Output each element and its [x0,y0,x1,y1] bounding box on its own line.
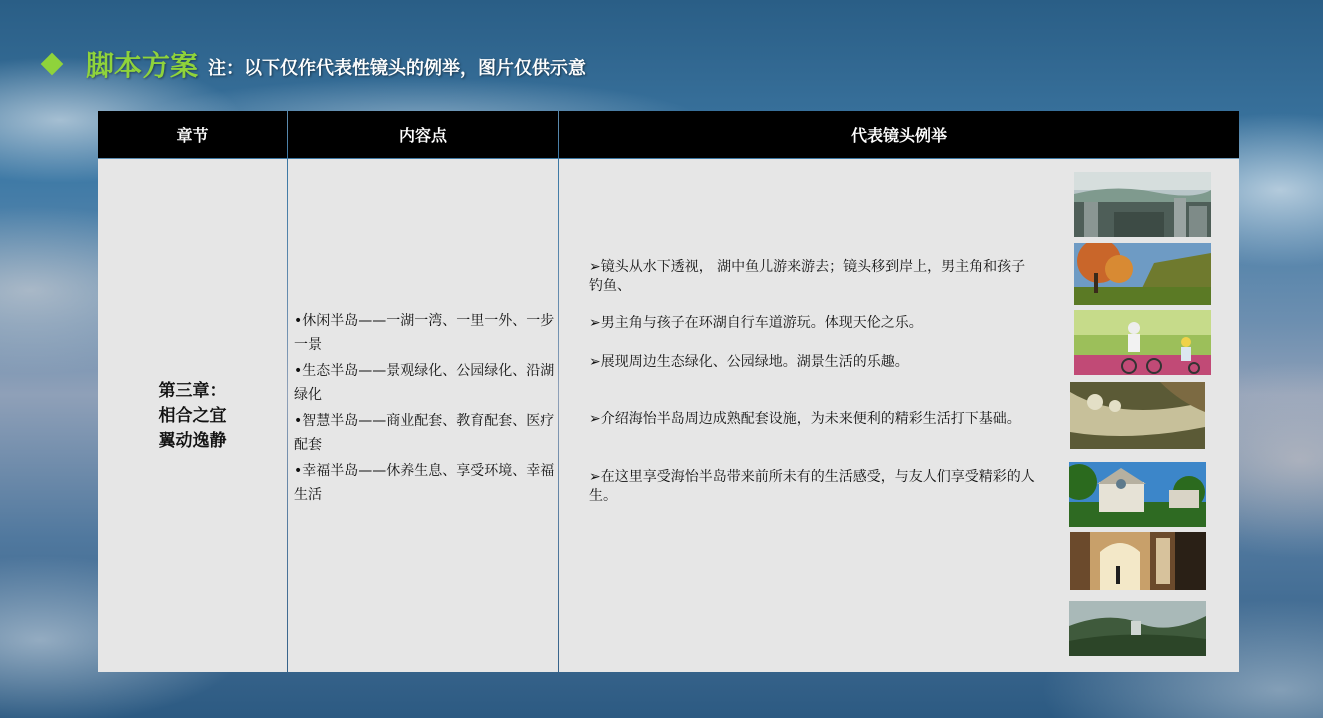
column-header-shots: 代表镜头例举 [559,111,1239,158]
clubhouse-building-photo [1069,462,1206,527]
content-point: •休闲半岛——一湖一湾、一里一外、一步一景 [294,313,555,353]
script-table [98,111,1239,672]
column-header-chapter: 章节 [98,111,287,158]
content-point: •智慧半岛——商业配套、教育配套、医疗配套 [294,413,555,453]
content-point: •生态半岛——景观绿化、公园绿化、沿湖绿化 [294,363,555,403]
shot-item: ➢展现周边生态绿化、公园绿地。湖景生活的乐趣。 [589,354,909,370]
shot-item: ➢男主角与孩子在环湖自行车道游玩。体现天伦之乐。 [589,315,923,331]
hillside-valley-photo [1069,601,1206,656]
garden-aerial-photo [1070,382,1205,449]
family-cycling-photo [1074,310,1211,375]
content-points-list [294,309,556,509]
slide-note: 注：以下仅作代表性镜头的例举，图片仅供示意 [208,58,587,79]
chapter-line: 相合之宜 [158,406,227,426]
chapter-label [98,379,287,454]
shot-item: ➢镜头从水下透视， 湖中鱼儿游来游去；镜头移到岸上，男主角和孩子钓鱼、 [589,259,1026,294]
diamond-bullet-icon [41,53,64,76]
shots-cell [559,159,1239,672]
shot-item: ➢在这里享受海怡半岛带来前所未有的生活感受，与友人们享受精彩的人生。 [589,469,1035,504]
column-header-content: 内容点 [288,111,558,158]
content-point: •幸福半岛——休养生息、享受环境、幸福生活 [294,463,555,503]
slide-title: 脚本方案 [86,49,199,82]
content-points-cell [288,159,558,672]
slide-title-row [40,40,586,84]
chapter-line: 第三章： [158,381,227,401]
chapter-line: 翼动逸静 [158,431,227,451]
lake-city-aerial-photo [1074,172,1211,237]
interior-corridor-photo [1070,532,1206,590]
autumn-trees-photo [1074,243,1211,305]
shot-item: ➢介绍海怡半岛周边成熟配套设施，为未来便利的精彩生活打下基础。 [589,411,1021,427]
chapter-cell [98,159,287,672]
